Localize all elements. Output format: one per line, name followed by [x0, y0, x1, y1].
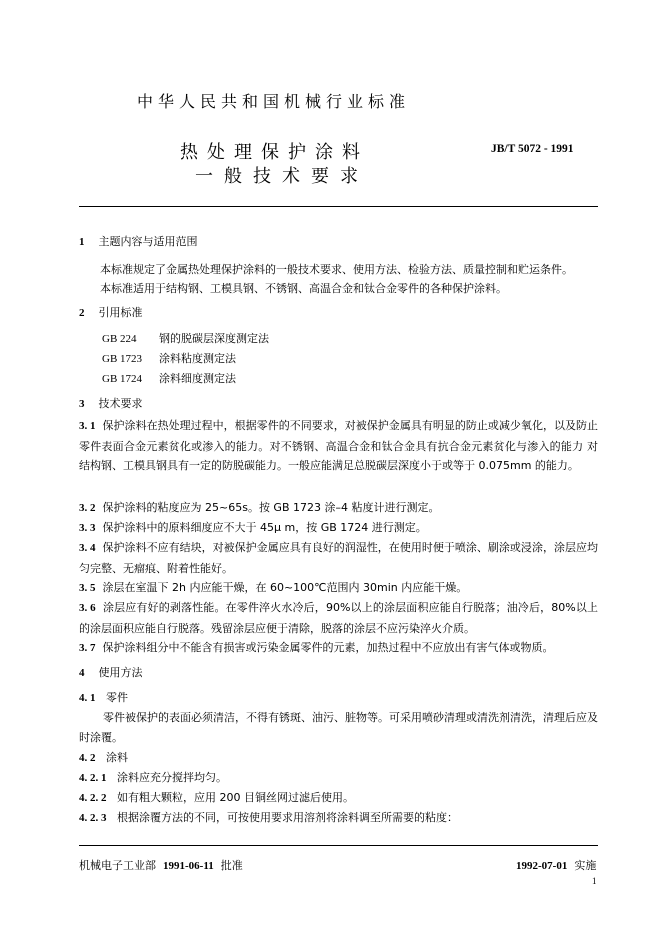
clause-number: 3. 6 — [79, 602, 96, 614]
clause-title: 零件 — [106, 691, 128, 704]
clause-4-2-heading — [79, 748, 598, 769]
section-2-heading — [79, 304, 143, 320]
reference-code: GB 1724 — [102, 373, 143, 385]
clause-4-1-text: 零件被保护的表面必须清洁，不得有锈斑、油污、脏物等。可采用喷砂清理或清洗剂清洗，清理后应及时涂覆。 — [79, 711, 598, 744]
clause-text: 涂层应有好的剥落性能。在零件淬火水冷后，90%以上的涂层面积应能自行脱落；油冷后，80%以上的涂层面积应能自行脱落。残留涂层应便于清除，脱落的涂层不应污染淬火介质。 — [79, 601, 598, 635]
reference-code: GB 1723 — [102, 353, 143, 365]
reference-item — [102, 370, 236, 386]
clause-text: 保护涂料在热处理过程中，根据零件的不同要求，对被保护金属具有明显的防止或减少氧化，以及防止零件表面合金元素贫化或渗入的能力。对不锈钢、高温合金和钛合金具有抗合金元素贫化与渗入的能力 对结构钢、工模具钢具有一定的防脱碳能力。一般应能满足总脱碳层深度小于或等于 0.075mm 的能力。 — [79, 419, 598, 472]
effective-label: 实施 — [574, 859, 597, 872]
section-title: 使用方法 — [98, 666, 143, 679]
clause-text: 保护涂料组分中不能含有损害或污染金属零件的元素，加热过程中不应放出有害气体或物质。 — [102, 641, 554, 654]
clause-number: 4. 2. 3 — [79, 812, 107, 824]
section-1-paragraph-1: 本标准规定了金属热处理保护涂料的一般技术要求、使用方法、检验方法、质量控制和贮运条件。 — [100, 263, 573, 276]
clause-4-2-3 — [79, 808, 598, 829]
clause-number: 4. 2 — [79, 752, 96, 764]
clause-text: 如有粗大颗粒，应用 200 目铜丝网过滤后使用。 — [117, 791, 354, 804]
footer-divider — [79, 845, 598, 846]
section-3-heading — [79, 395, 143, 411]
document-title-line1: 热处理保护涂料 — [180, 142, 369, 163]
clause-3-6 — [79, 598, 598, 638]
clause-number: 4. 2. 1 — [79, 772, 107, 784]
section-1-paragraph-2: 本标准适用于结构钢、工模具钢、不锈钢、高温合金和钛合金零件的各种保护涂料。 — [100, 282, 507, 295]
clause-number: 4. 2. 2 — [79, 792, 107, 804]
clause-3-4 — [79, 538, 598, 578]
page-number: 1 — [592, 876, 597, 886]
clause-4-2-2 — [79, 788, 598, 809]
clause-text: 涂层在室温下 2h 内应能干燥，在 60~100℃范围内 30min 内应能干燥。 — [102, 581, 468, 594]
section-number: 4 — [79, 667, 85, 679]
clause-number: 3. 4 — [79, 542, 96, 554]
clause-number: 3. 3 — [79, 522, 96, 534]
approval-info — [79, 857, 243, 873]
clause-number: 4. 1 — [79, 692, 96, 704]
clause-3-7 — [79, 638, 598, 659]
clause-3-1 — [79, 416, 598, 476]
section-number: 1 — [79, 236, 85, 248]
section-title: 技术要求 — [98, 397, 143, 410]
document-title-line2: 一般技术要求 — [195, 166, 369, 187]
clause-number: 3. 5 — [79, 582, 96, 594]
clause-number: 3. 7 — [79, 642, 96, 654]
clause-text: 保护涂料中的原料细度应不大于 45μ m，按 GB 1724 进行测定。 — [102, 521, 427, 534]
clause-3-5 — [79, 578, 598, 599]
section-number: 2 — [79, 307, 85, 319]
reference-item — [102, 350, 236, 366]
clause-number: 3. 1 — [79, 420, 96, 432]
reference-item — [102, 330, 269, 346]
clause-title: 涂料 — [106, 751, 128, 764]
section-title: 引用标准 — [98, 306, 143, 319]
clause-text: 保护涂料的粘度应为 25~65s。按 GB 1723 涂–4 粘度计进行测定。 — [102, 501, 440, 514]
effective-info — [516, 857, 596, 873]
section-number: 3 — [79, 398, 85, 410]
section-4-heading — [79, 664, 143, 680]
clause-text: 涂料应充分搅拌均匀。 — [117, 771, 227, 784]
approval-label: 批准 — [220, 859, 243, 872]
reference-title: 涂料细度测定法 — [159, 372, 236, 385]
approving-authority: 机械电子工业部 — [79, 859, 156, 872]
clause-3-3 — [79, 518, 598, 539]
reference-title: 涂料粘度测定法 — [159, 352, 236, 365]
clause-4-1-heading — [79, 688, 598, 709]
clause-3-2 — [79, 498, 598, 519]
clause-text: 根据涂覆方法的不同，可按使用要求用溶剂将涂料调至所需要的粘度： — [117, 811, 458, 824]
reference-code: GB 224 — [102, 333, 137, 345]
section-title: 主题内容与适用范围 — [98, 235, 198, 248]
clause-4-2-1 — [79, 768, 598, 789]
issuing-organization: 中华人民共和国机械行业标准 — [137, 92, 411, 111]
approval-date: 1991-06-11 — [163, 860, 214, 872]
clause-text: 保护涂料不应有结块，对被保护金属应具有良好的润湿性，在使用时便于喷涂、刷涂或浸涂，涂层应均匀完整、无瘤痕、附着性能好。 — [79, 541, 598, 575]
effective-date: 1992-07-01 — [516, 860, 568, 872]
section-1-heading — [79, 233, 198, 249]
reference-title: 钢的脱碳层深度测定法 — [159, 332, 269, 345]
clause-number: 3. 2 — [79, 502, 96, 514]
standard-code: JB/T 5072 - 1991 — [491, 143, 574, 155]
header-divider — [79, 206, 598, 207]
